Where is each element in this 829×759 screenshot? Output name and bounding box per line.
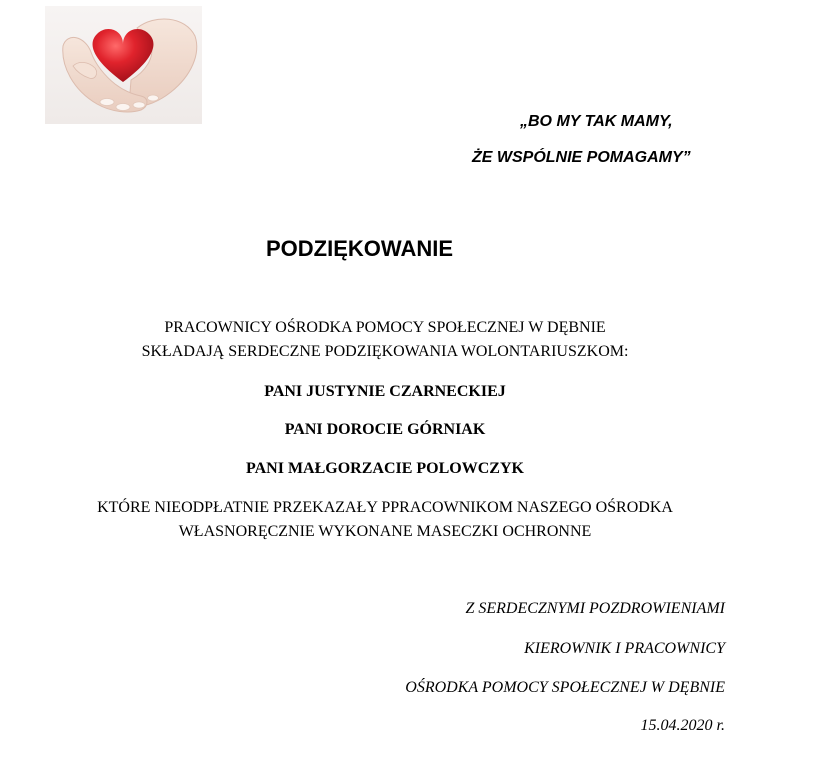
document-title: PODZIĘKOWANIE: [266, 236, 454, 261]
closing-line-1: KTÓRE NIEODPŁATNIE PRZEKAZAŁY PPRACOWNIKOM NASZEGO OŚRODKA: [97, 499, 673, 516]
signature-from: KIEROWNIK I PRACOWNICY: [524, 640, 725, 657]
signature-greeting: Z SERDECZNYMI POZDROWIENIAMI: [465, 600, 725, 617]
signature-institution: OŚRODKA POMOCY SPOŁECZNEJ W DĘBNIE: [405, 679, 725, 696]
motto-line-1: „BO MY TAK MAMY,: [520, 113, 673, 130]
motto-line-2: ŻE WSPÓLNIE POMAGAMY”: [472, 149, 691, 166]
heart-hands-image: [45, 6, 202, 124]
volunteer-name-3: PANI MAŁGORZACIE POLOWCZYK: [246, 460, 524, 477]
signature-date: 15.04.2020 r.: [640, 717, 725, 734]
volunteer-name-2: PANI DOROCIE GÓRNIAK: [284, 421, 486, 438]
volunteer-name-1: PANI JUSTYNIE CZARNECKIEJ: [264, 383, 506, 400]
intro-line-1: PRACOWNICY OŚRODKA POMOCY SPOŁECZNEJ W DĘBNIE: [164, 319, 606, 336]
closing-line-2: WŁASNORĘCZNIE WYKONANE MASECZKI OCHRONNE: [178, 523, 592, 540]
intro-line-2: SKŁADAJĄ SERDECZNE PODZIĘKOWANIA WOLONTARIUSZKOM:: [141, 343, 629, 360]
heart-in-hands-icon: [45, 6, 202, 124]
